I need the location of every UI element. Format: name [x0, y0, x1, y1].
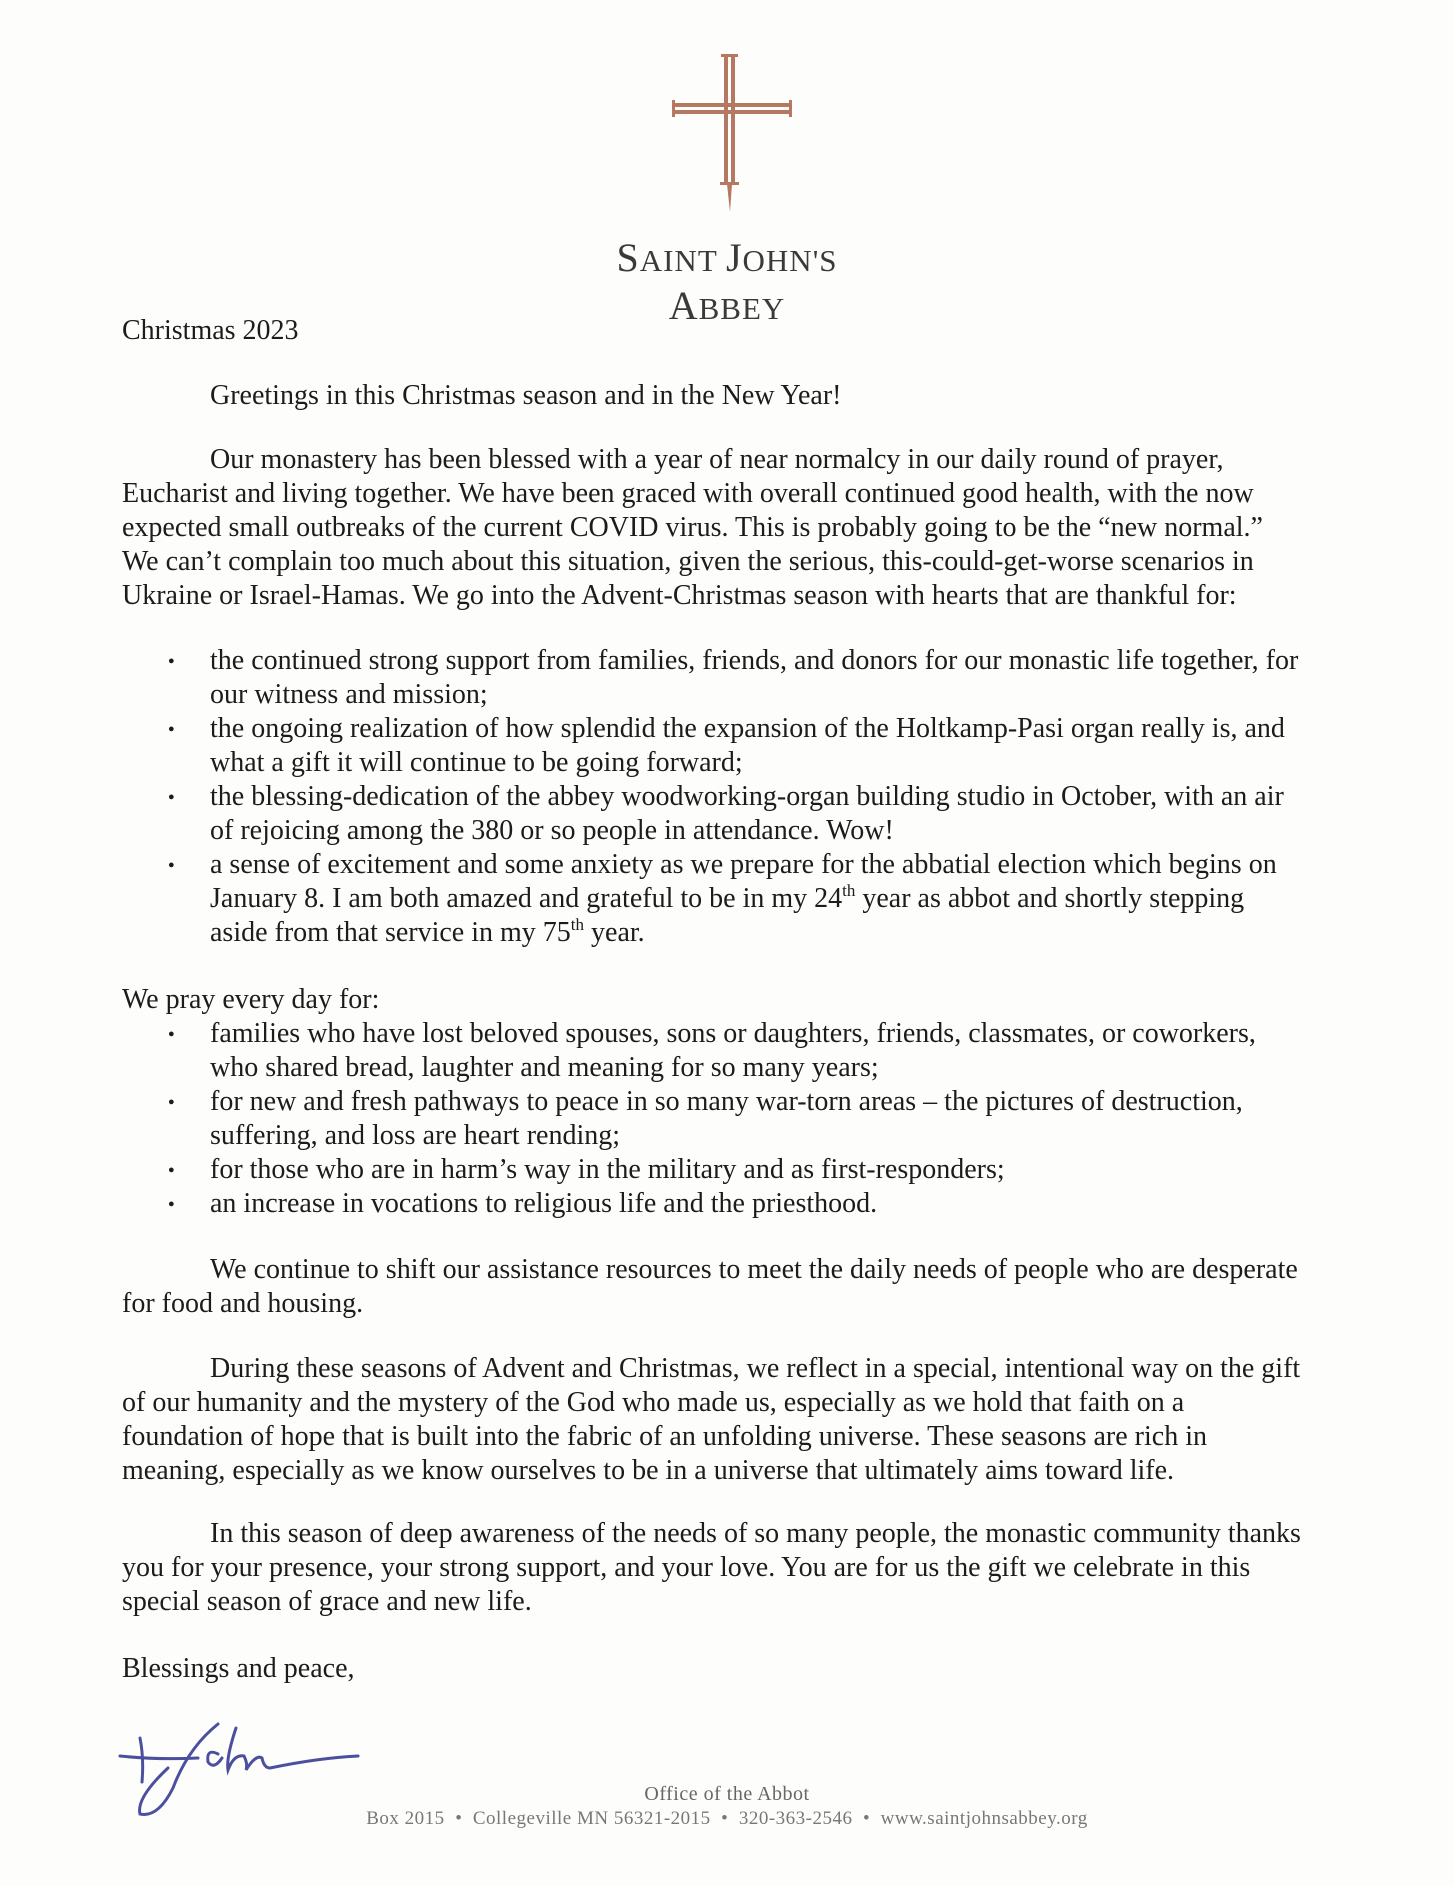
text: January 8. I am both amazed and grateful to be in my 24 [210, 883, 843, 914]
text-line: a sense of excitement and some anxiety as we prepare for the abbatial election which begins on [210, 849, 1277, 880]
text-line: of our humanity and the mystery of the God who made us, especially as we hold that faith on a [122, 1387, 1185, 1418]
text-line: the ongoing realization of how splendid the expansion of the Holtkamp-Pasi organ really is, and [210, 713, 1285, 744]
footer-website: www.saintjohnsabbey.org [880, 1808, 1088, 1829]
list-item [168, 848, 1298, 950]
paragraph-1 [122, 443, 1263, 613]
pray-heading: We pray every day for: [122, 984, 380, 1015]
bullet-icon: ● [168, 723, 175, 735]
list-item [168, 1085, 1256, 1153]
paragraph-3 [122, 1352, 1300, 1488]
text-line: During these seasons of Advent and Christmas, we reflect in a special, intentional way on the gift [210, 1353, 1301, 1384]
separator: • [862, 1808, 871, 1829]
text-line: what a gift it will continue to be going forward; [210, 747, 743, 778]
closing: Blessings and peace, [122, 1653, 355, 1684]
separator: • [455, 1808, 463, 1829]
footer-city: Collegeville MN 56321-2015 [472, 1808, 711, 1829]
bullet-icon: ● [168, 1028, 175, 1040]
text-line: of rejoicing among the 380 or so people in attendance. Wow! [210, 815, 894, 846]
text-line: We continue to shift our assistance resources to meet the daily needs of people who are desperate [210, 1254, 1298, 1285]
thankful-list [168, 644, 1299, 950]
text-line: the blessing-dedication of the abbey woodworking-organ building studio in October, with an air [210, 781, 1284, 812]
list-item [168, 712, 1298, 780]
text-line: who shared bread, laughter and meaning for so many years; [210, 1052, 879, 1083]
footer-phone: 320-363-2546 [738, 1808, 853, 1829]
list-item [168, 644, 1299, 712]
list-item [168, 1153, 1256, 1187]
paragraph-2 [122, 1253, 1298, 1321]
bullet-icon: ● [168, 791, 175, 803]
initial: S [616, 235, 640, 280]
text-line: for food and housing. [122, 1288, 364, 1319]
pray-list [168, 1017, 1256, 1221]
letter-date: Christmas 2023 [122, 315, 299, 346]
text-line: for new and fresh pathways to peace in so many war-torn areas – the pictures of destruction, [210, 1086, 1243, 1117]
bullet-icon: ● [168, 1198, 175, 1210]
footer-box: Box 2015 [366, 1808, 445, 1829]
bullet-icon: ● [168, 1096, 175, 1108]
text-line: Eucharist and living together. We have been graced with overall continued good health, with the now [122, 478, 1254, 509]
text: aside from that service in my 75 [210, 917, 571, 948]
text-line: foundation of hope that is built into the fabric of an unfolding universe. These seasons are rich in [122, 1421, 1207, 1452]
footer-contact [0, 1808, 1454, 1830]
superscript: th [570, 915, 585, 934]
text: AINT [639, 243, 726, 278]
text-line: the continued strong support from families, friends, and donors for our monastic life together, for [210, 645, 1299, 676]
text-line: Ukraine or Israel-Hamas. We go into the Advent-Christmas season with hearts that are thankful for: [122, 580, 1237, 611]
list-item [168, 1187, 1256, 1221]
greeting: Greetings in this Christmas season and in the New Year! [210, 380, 842, 411]
text-line: special season of grace and new life. [122, 1586, 532, 1617]
text-line: an increase in vocations to religious life and the priesthood. [210, 1188, 878, 1219]
bullet-icon: ● [168, 1164, 175, 1176]
text-line: you for your presence, your strong support, and your love. You are for us the gift we celebrate in this [122, 1552, 1251, 1583]
footer-office: Office of the Abbot [644, 1783, 810, 1805]
text-line: suffering, and loss are heart rending; [210, 1120, 621, 1151]
text-line: for those who are in harm’s way in the military and as first-responders; [210, 1154, 1005, 1185]
text-line: We can’t complain too much about this situation, given the serious, this-could-get-worse scenarios in [122, 546, 1254, 577]
text: year as abbot and shortly stepping [855, 883, 1245, 914]
text-line [210, 916, 1298, 950]
initial: J [725, 235, 743, 280]
superscript: th [842, 881, 856, 900]
paragraph-4 [122, 1517, 1301, 1619]
bullet-icon: ● [168, 655, 175, 667]
text: BBEY [698, 291, 786, 326]
text-line: In this season of deep awareness of the needs of so many people, the monastic community thanks [210, 1518, 1301, 1549]
text: OHN'S [742, 243, 838, 278]
text: year. [584, 917, 645, 948]
cross-icon [672, 54, 792, 214]
text-line: Our monastery has been blessed with a year of near normalcy in our daily round of prayer, [210, 444, 1224, 475]
text-line: families who have lost beloved spouses, sons or daughters, friends, classmates, or coworkers, [210, 1018, 1256, 1049]
text-line: expected small outbreaks of the current COVID virus. This is probably going to be the “new normal.” [122, 512, 1263, 543]
list-item [168, 1017, 1256, 1085]
separator: • [721, 1808, 729, 1829]
text-line: our witness and mission; [210, 679, 488, 710]
abbey-name-line1 [0, 234, 1454, 281]
text-line: meaning, especially as we know ourselves to be in a universe that ultimately aims toward life. [122, 1455, 1175, 1486]
list-item [168, 780, 1298, 848]
initial: A [668, 283, 699, 328]
bullet-icon: ● [168, 859, 175, 871]
text-line [210, 882, 1298, 916]
